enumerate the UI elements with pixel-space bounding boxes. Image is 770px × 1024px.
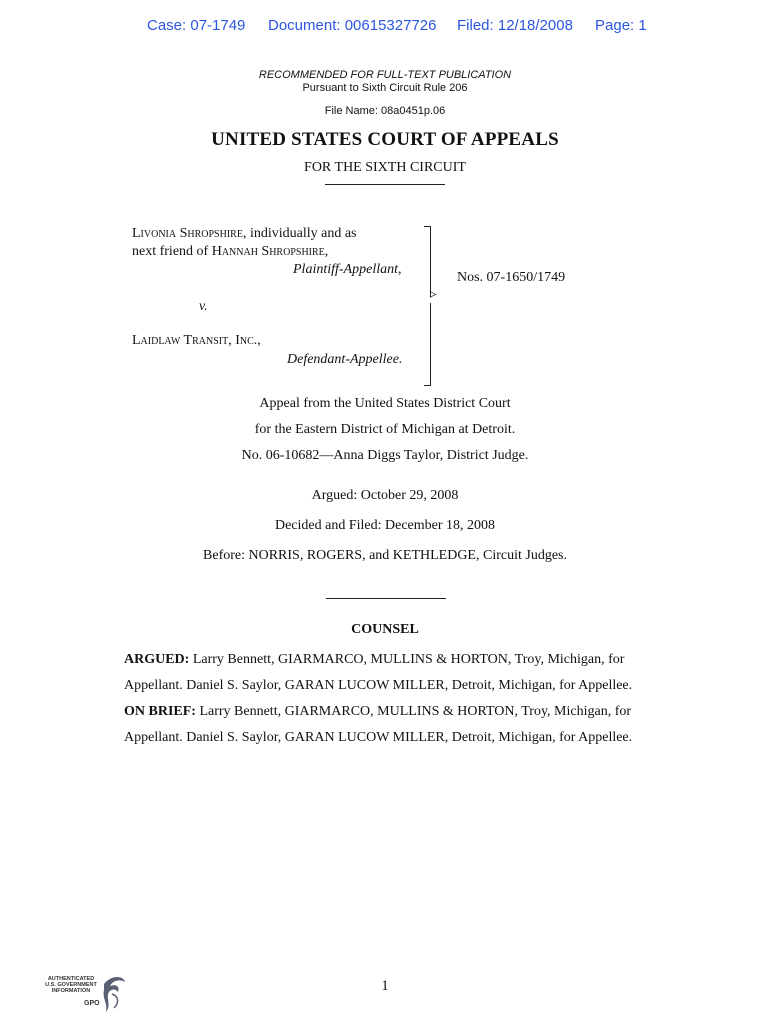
- seal-gpo-mark: GPO: [84, 1000, 100, 1007]
- plaintiff-line-2: [132, 244, 328, 260]
- appeal-line-1: Appeal from the United States District Court: [259, 396, 511, 411]
- seal-line-1: AUTHENTICATED: [47, 976, 95, 982]
- defendant-line: [132, 333, 261, 349]
- counsel-heading: COUNSEL: [351, 622, 419, 637]
- circuit-name: FOR THE SIXTH CIRCUIT: [304, 160, 466, 175]
- ecf-page-number: Page: 1: [595, 17, 647, 34]
- ecf-filed-date: Filed: 12/18/2008: [457, 17, 573, 34]
- page-number: 1: [381, 978, 389, 994]
- caption-brace-top: [424, 226, 431, 297]
- argued-counsel-line-1: [124, 652, 646, 668]
- next-friend-text: next friend of: [132, 244, 212, 259]
- ecf-header: [0, 17, 770, 37]
- caption-brace-bottom: [424, 303, 431, 386]
- court-name: UNITED STATES COURT OF APPEALS: [211, 129, 559, 150]
- comma: ,: [257, 333, 261, 348]
- file-name: File Name: 08a0451p.06: [324, 105, 446, 117]
- brief-label: ON BRIEF:: [124, 704, 196, 719]
- seal-text: [40, 976, 102, 994]
- defendant-role: Defendant-Appellee.: [287, 352, 403, 367]
- publication-rule: Pursuant to Sixth Circuit Rule 206: [302, 82, 468, 94]
- plaintiff-name: Livonia Shropshire: [132, 226, 243, 241]
- section-divider: [326, 598, 446, 599]
- plaintiff-role: Plaintiff-Appellant,: [293, 262, 402, 277]
- comma: ,: [324, 244, 329, 259]
- appeal-line-3: No. 06-10682—Anna Diggs Taylor, District Judge.: [241, 448, 529, 463]
- ecf-document-number: Document: 00615327726: [268, 17, 437, 34]
- argued-label: ARGUED:: [124, 652, 190, 667]
- ecf-case-number: Case: 07-1749: [147, 17, 246, 34]
- brief-text-1: Larry Bennett, GIARMARCO, MULLINS & HORTON, Troy, Michigan, for: [195, 704, 632, 719]
- panel-judges: Before: NORRIS, ROGERS, and KETHLEDGE, Circuit Judges.: [203, 548, 567, 563]
- seal-line-3: INFORMATION: [51, 988, 91, 994]
- title-divider: [325, 184, 445, 185]
- brief-counsel-line-2: Appellant. Daniel S. Saylor, GARAN LUCOW MILLER, Detroit, Michigan, for Appellee.: [124, 730, 633, 745]
- argued-date: Argued: October 29, 2008: [311, 488, 459, 503]
- appeal-line-2: for the Eastern District of Michigan at Detroit.: [254, 422, 516, 437]
- argued-counsel-line-2: Appellant. Daniel S. Saylor, GARAN LUCOW MILLER, Detroit, Michigan, for Appellee.: [124, 678, 633, 693]
- defendant-name: Laidlaw Transit, Inc.: [132, 333, 258, 348]
- plaintiff-capacity: , individually and as: [242, 226, 357, 241]
- publication-recommendation: RECOMMENDED FOR FULL-TEXT PUBLICATION: [258, 69, 512, 81]
- brief-counsel-line-1: [124, 704, 646, 720]
- decided-date: Decided and Filed: December 18, 2008: [274, 518, 496, 533]
- plaintiff-line-1: [132, 226, 357, 242]
- minor-name: Hannah Shropshire: [211, 244, 325, 259]
- docket-numbers: Nos. 07-1650/1749: [457, 270, 566, 285]
- versus: v.: [199, 299, 208, 314]
- caption-brace-point: >: [429, 288, 437, 303]
- argued-text-1: Larry Bennett, GIARMARCO, MULLINS & HORTON, Troy, Michigan, for: [189, 652, 625, 667]
- gpo-authentication-seal: [40, 970, 130, 1016]
- eagle-icon: [98, 972, 128, 1014]
- seal-line-2: U.S. GOVERNMENT: [45, 982, 97, 988]
